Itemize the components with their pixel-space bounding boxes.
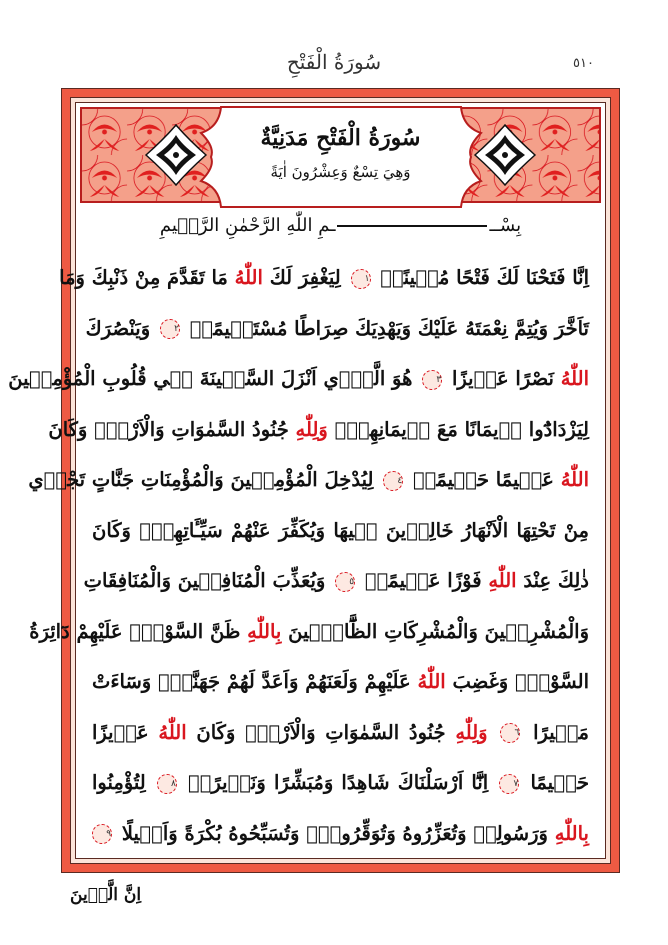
- page-number: ٥١٠: [573, 56, 594, 71]
- surah-title: سُورَةُ الْفَتْحِ مَدَنِيَّةٌ: [260, 125, 421, 151]
- verse-line: [83, 556, 589, 607]
- verse-line: [92, 506, 589, 557]
- verse-text: عَلَيْهِمْ وَلَعَنَهُمْ وَاَعَدَّ لَهُمْ جَهَنَّمَۜ وَسَٓاءَتْ: [92, 670, 418, 693]
- ayah-number-marker: ١: [351, 269, 371, 289]
- title-cartouche: [201, 107, 481, 207]
- verse-text: اِنَّٓا اَرْسَلْنَاكَ شَاهِدًا وَمُبَشِّرًا وَنَذٖيرًاۙ: [179, 771, 497, 794]
- verse-text: نَصْرًا عَزٖيزًا: [445, 367, 561, 390]
- verse-text: جُنُودُ السَّمٰوَاتِ وَالْاَرْضِۜ وَكَانَ: [186, 720, 456, 744]
- divine-name: وَلِلّٰهِ: [295, 417, 328, 441]
- verse-text: مِنْ تَحْتِهَا الْاَنْهَارُ خَالِدٖينَ فٖيهَا وَيُكَفِّرَ عَنْهُمْ سَيِّـَٔاتِهِمْۜ وَكَانَ: [92, 518, 589, 542]
- verse-line: [92, 708, 589, 759]
- verse-line: [29, 607, 589, 658]
- verse-text: [488, 721, 498, 744]
- verse-text: هُوَ الَّذٖٓي اَنْزَلَ السَّكٖينَةَ فٖي قُلُوبِ الْمُؤْمِنٖينَ: [8, 367, 420, 390]
- ayah-number-marker: ٤: [383, 471, 403, 491]
- verse-line: [48, 405, 589, 456]
- ayah-number-marker: ٨: [157, 774, 177, 794]
- verse-text: وَالْمُشْرِكٖينَ وَالْمُشْرِكَاتِ الظَّٓانّٖينَ: [281, 619, 589, 643]
- verse-text: لِيَزْدَادُٓوا اٖيمَانًا مَعَ اٖيمَانِهِمْۜ: [327, 417, 589, 441]
- divine-name: اللّٰهُ: [560, 367, 589, 390]
- basmala-start: بِسْــ: [489, 215, 522, 236]
- ayah-number-marker: ٣: [422, 370, 442, 390]
- ayah-number-marker: ٢: [160, 319, 180, 339]
- verse-text: وَيُعَذِّبَ الْمُنَافِقٖينَ وَالْمُنَافِقَاتِ: [83, 569, 333, 592]
- divine-name: بِاللّٰهِ: [554, 821, 589, 845]
- ayah-number-marker: ٧: [499, 774, 519, 794]
- verse-text: لِيَغْفِرَ لَكَ: [262, 266, 348, 289]
- floral-medallion-icon: [473, 123, 537, 187]
- ayah-number-marker: ٥: [335, 572, 355, 592]
- divine-name: اللّٰهُ: [560, 468, 589, 491]
- catchword: اِنَّ الَّذٖينَ: [70, 885, 142, 905]
- verse-text: ظَنَّ السَّوْءِۜ عَلَيْهِمْ دَٓائِرَةُ: [29, 619, 248, 643]
- verse-text: مَصٖيرًا: [523, 720, 589, 744]
- running-title: سُورَةُ الْفَتْحِ: [286, 50, 382, 74]
- basmala-extension: [337, 225, 487, 227]
- divine-name: اللّٰهُ: [234, 266, 263, 289]
- surah-subtitle: وَهِيَ تِسْعٌ وَعِشْرُونَ اٰيَةً: [270, 163, 411, 181]
- verse-text: عَلٖيمًا حَكٖيمًاۙ: [406, 468, 561, 491]
- verse-text: لِتُؤْمِنُوا: [92, 771, 154, 794]
- surah-header-panel: [80, 107, 601, 203]
- verse-line: [8, 354, 589, 405]
- verse-line: [92, 809, 589, 860]
- verse-text: تَاَخَّرَ وَيُتِمَّ نِعْمَتَهُ عَلَيْكَ وَيَهْدِيَكَ صِرَاطًا مُسْتَقٖيمًاۙ: [182, 316, 589, 340]
- verse-line: [92, 657, 589, 708]
- divine-name: اللّٰهُ: [158, 720, 187, 744]
- page-frame: [8, 88, 620, 873]
- verse-text: مَا تَقَدَّمَ مِنْ ذَنْبِكَ وَمَا: [59, 266, 235, 289]
- verse-text: اِنَّا فَتَحْنَا لَكَ فَتْحًا مُبٖينًاۙ: [373, 266, 589, 289]
- verse-line: [85, 304, 589, 355]
- verse-text: وَيَنْصُرَكَ: [85, 316, 157, 340]
- verse-text: السَّوْءِۚ وَغَضِبَ: [445, 670, 589, 693]
- basmala-end: ـمِ اللّٰهِ الرَّحْمٰنِ الرَّحٖيمِ: [159, 215, 336, 236]
- verse-text: عَزٖيزًا: [92, 720, 159, 744]
- divine-name: اللّٰهِ: [488, 569, 517, 592]
- verse-text: ذٰلِكَ عِنْدَ: [516, 569, 589, 592]
- text-area: [8, 102, 606, 859]
- divine-name: وَلِلّٰهِ: [455, 720, 488, 744]
- verse-line: [59, 253, 589, 304]
- divine-name: اللّٰهُ: [417, 670, 446, 693]
- verse-line: [92, 758, 589, 809]
- verse-text: لِيُدْخِلَ الْمُؤْمِنٖينَ وَالْمُؤْمِنَاتِ جَنَّاتٍ تَجْرٖي: [28, 468, 381, 491]
- verse-text: فَوْزًا عَظٖيمًاۙ: [358, 569, 489, 592]
- frame-band: [8, 97, 611, 864]
- verse-text: وَرَسُولِهٖ وَتُعَزِّرُوهُ وَتُوَقِّرُوهُۜ وَتُسَبِّحُوهُ بُكْرَةً وَاَصٖيلًا: [115, 821, 555, 845]
- verse-line: [28, 455, 589, 506]
- verse-lines: [8, 253, 589, 859]
- verse-text: جُنُودُ السَّمٰوَاتِ وَالْاَرْضِۜ وَكَانَ: [48, 417, 296, 441]
- divine-name: بِاللّٰهِ: [247, 619, 282, 643]
- ayah-number-marker: ٩: [92, 824, 112, 844]
- ayah-number-marker: ٦: [500, 723, 520, 743]
- basmala: [76, 215, 605, 236]
- verse-text: حَكٖيمًا: [522, 771, 589, 794]
